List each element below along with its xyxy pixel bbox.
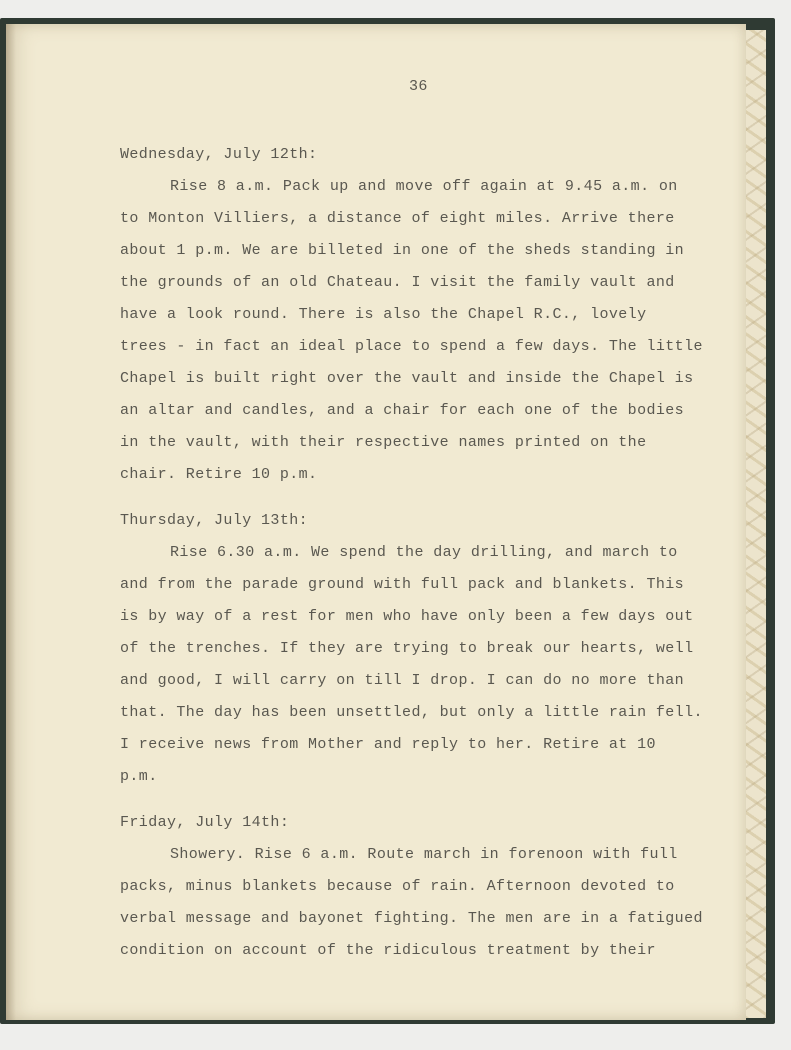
page-text: [6, 24, 746, 1020]
text-line: p.m.: [120, 768, 158, 785]
text-line: Chapel is built right over the vault and inside the Chapel is: [120, 370, 694, 387]
text-line: about 1 p.m. We are billeted in one of the sheds standing in: [120, 242, 685, 259]
text-line: is by way of a rest for men who have only been a few days out: [120, 608, 694, 625]
text-line: Showery. Rise 6 a.m. Route march in forenoon with full: [170, 846, 678, 863]
text-line: Rise 8 a.m. Pack up and move off again at 9.45 a.m. on: [170, 178, 678, 195]
text-line: in the vault, with their respective names printed on the: [120, 434, 647, 451]
marbled-page-edge: [744, 30, 766, 1018]
entry-heading: Friday, July 14th:: [120, 814, 290, 831]
text-line: to Monton Villiers, a distance of eight miles. Arrive there: [120, 210, 675, 227]
text-line: verbal message and bayonet fighting. The men are in a fatigued: [120, 910, 703, 927]
text-line: packs, minus blankets because of rain. Afternoon devoted to: [120, 878, 675, 895]
entry-heading: Thursday, July 13th:: [120, 512, 309, 529]
spine-shadow: [6, 24, 16, 1020]
text-line: condition on account of the ridiculous treatment by their: [120, 942, 656, 959]
text-line: the grounds of an old Chateau. I visit the family vault and: [120, 274, 675, 291]
text-line: of the trenches. If they are trying to break our hearts, well: [120, 640, 694, 657]
text-line: and from the parade ground with full pack and blankets. This: [120, 576, 685, 593]
text-line: chair. Retire 10 p.m.: [120, 466, 318, 483]
text-line: Rise 6.30 a.m. We spend the day drilling, and march to: [170, 544, 678, 561]
typed-page: [6, 24, 746, 1020]
text-line: trees - in fact an ideal place to spend a few days. The little: [120, 338, 703, 355]
entry-heading: Wednesday, July 12th:: [120, 146, 318, 163]
text-line: I receive news from Mother and reply to her. Retire at 10: [120, 736, 656, 753]
text-line: an altar and candles, and a chair for each one of the bodies: [120, 402, 685, 419]
page-number: 36: [409, 78, 428, 95]
text-line: have a look round. There is also the Chapel R.C., lovely: [120, 306, 647, 323]
text-line: that. The day has been unsettled, but only a little rain fell.: [120, 704, 703, 721]
text-line: and good, I will carry on till I drop. I can do no more than: [120, 672, 685, 689]
